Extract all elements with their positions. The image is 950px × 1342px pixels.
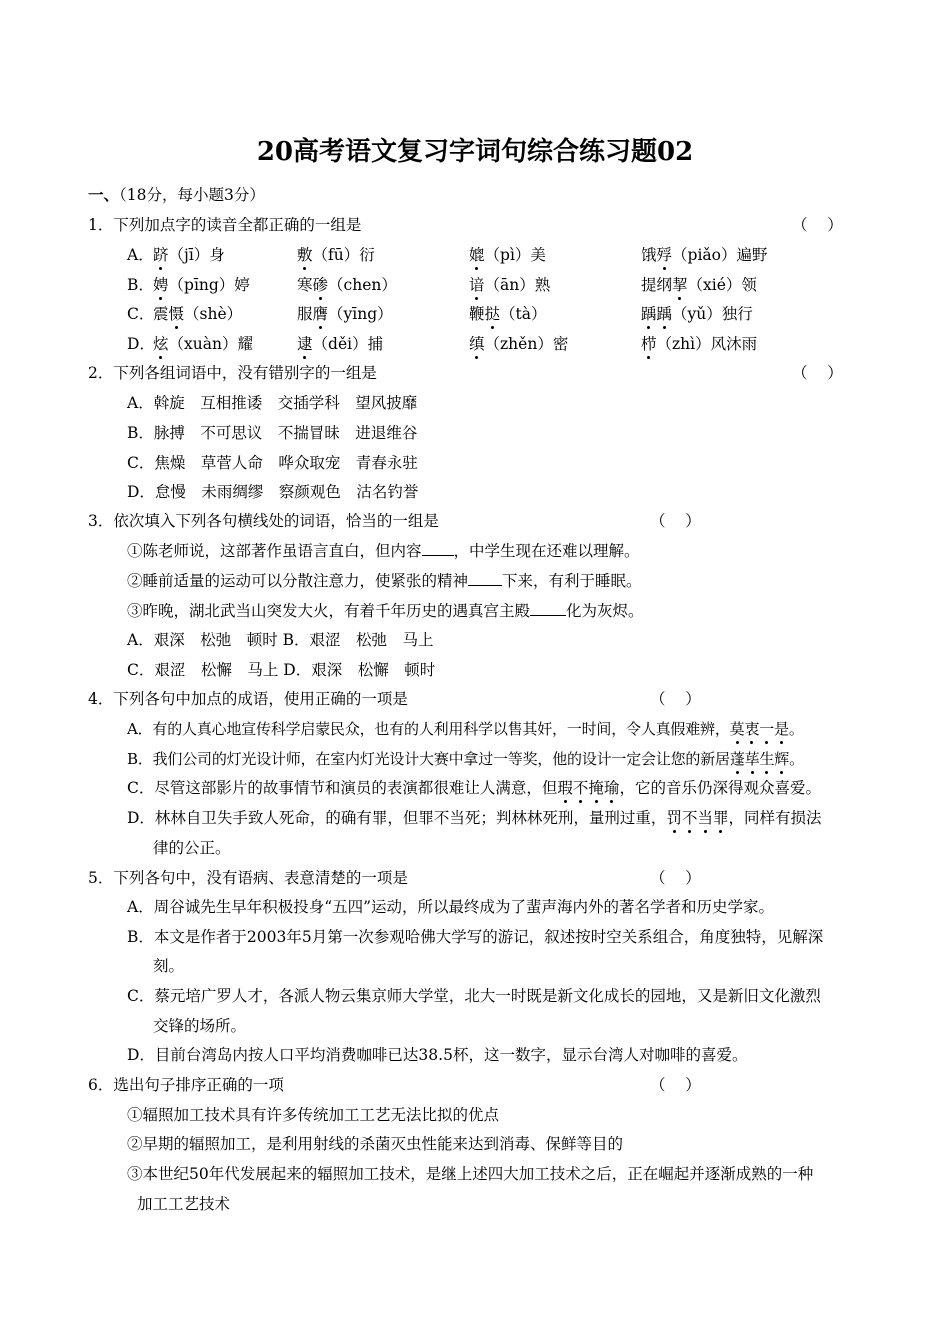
q1-word-item xyxy=(641,333,757,355)
q3-options-cd: C．艰涩 松懈 马上 D．艰深 松懈 顿时 xyxy=(127,661,436,679)
q4-option-a xyxy=(127,718,804,740)
q3-s1-before: ①陈老师说，这部著作虽语言直白，但内容 xyxy=(127,542,422,560)
q1-answer-paren: （ ） xyxy=(792,216,843,234)
dotted-char: 衷 xyxy=(744,720,760,738)
dotted-char: 生 xyxy=(759,750,775,768)
section-header xyxy=(88,184,265,206)
q1-option-label: C． xyxy=(127,305,155,323)
q3-s1-after: ，中学生现在还难以理解。 xyxy=(453,542,640,560)
dotted-char: 缜 xyxy=(469,335,485,353)
word-suffix: （pīng）婷 xyxy=(168,276,250,294)
q1-word-item xyxy=(641,274,757,296)
word-suffix: （tà） xyxy=(500,305,547,323)
dotted-char-group xyxy=(313,276,329,294)
word-suffix: （fū）衍 xyxy=(312,246,375,264)
q5-option-c: C．蔡元培广罗人才，各派人物云集京师大学堂，北大一时既是新文化成长的园地，又是新旧文化激烈 xyxy=(127,987,821,1005)
dotted-char: 栉 xyxy=(641,335,657,353)
dotted-char-group xyxy=(169,305,185,323)
dotted-char-group xyxy=(657,246,673,264)
q2-option-a: A．斡旋 互相推诿 交插学科 望风披靡 xyxy=(127,394,418,412)
section-label: 一、 xyxy=(88,185,120,204)
q1-word-item xyxy=(153,333,253,355)
q3-s2-after: 下来，有利于睡眠。 xyxy=(502,572,642,590)
dotted-char: 敷 xyxy=(297,246,313,264)
word-suffix: （pì）美 xyxy=(484,246,546,264)
fill-blank xyxy=(530,601,566,616)
dotted-char: 炫 xyxy=(153,335,169,353)
q4-a-text: A．有的人真心地宣传科学启蒙民众，也有的人利用科学以售其奸，一时间，令人真假难辨， xyxy=(127,720,730,738)
q6-answer-paren: （ ） xyxy=(650,1076,701,1094)
q5-option-b: B．本文是作者于2003年5月第一次参观哈佛大学写的游记，叙述按时空关系组合，角度独特，见解深 xyxy=(127,928,824,946)
fill-blank xyxy=(422,541,454,556)
dotted-char-group xyxy=(641,335,657,353)
q4-b-end: 。 xyxy=(789,750,804,768)
dotted-char-group xyxy=(641,305,672,323)
q1-option-row xyxy=(127,333,827,355)
word-suffix: （xuàn）耀 xyxy=(168,335,253,353)
q6-sentence-3-continued: 加工工艺技术 xyxy=(137,1195,231,1213)
q4-c-end: ，它的音乐仍深得观众喜爱。 xyxy=(619,779,821,797)
dotted-char: 瑜 xyxy=(603,779,620,797)
q1-option-row xyxy=(127,244,827,266)
q4-option-d-continued: 律的公正。 xyxy=(153,839,231,857)
q4-stem: 4．下列各句中加点的成语，使用正确的一项是 xyxy=(88,690,408,708)
word-suffix: （zhì）风沐雨 xyxy=(656,335,758,353)
q1-word-item xyxy=(469,244,546,266)
dotted-char-group xyxy=(469,246,485,264)
q4-d-end: ，同样有损法 xyxy=(728,809,822,827)
dotted-char: 挞 xyxy=(484,305,501,323)
q1-word-item xyxy=(297,274,397,296)
q1-option-row xyxy=(127,303,827,325)
dotted-char: 不 xyxy=(681,809,698,827)
q3-options-ab: A．艰深 松弛 顿时 B．艰涩 松弛 马上 xyxy=(127,631,434,649)
q6-sentence-3: ③本世纪50年代发展起来的辐照加工技术，是继上述四大加工技术之后，正在崛起并逐渐成熟的一种 xyxy=(127,1165,814,1183)
word-suffix: （xié）领 xyxy=(687,276,757,294)
word-prefix: 提纲 xyxy=(641,276,673,294)
q6-sentence-2: ②早期的辐照加工，是利用射线的杀菌灭虫性能来达到消毒、保鲜等目的 xyxy=(127,1135,624,1153)
q3-stem: 3．依次填入下列各句横线处的词语，恰当的一组是 xyxy=(88,512,439,530)
dotted-char-group xyxy=(153,276,169,294)
q1-word-item xyxy=(641,303,753,325)
q4-a-end: 。 xyxy=(788,720,804,738)
q4-a-idiom xyxy=(730,720,789,738)
word-suffix: （yǔ）独行 xyxy=(672,305,753,323)
word-suffix: （piǎo）遍野 xyxy=(672,246,768,264)
dotted-char: 掩 xyxy=(588,779,604,797)
q1-word-item xyxy=(297,303,393,325)
q3-sentence-1 xyxy=(127,540,640,562)
dotted-char: 瑕 xyxy=(557,779,573,797)
q1-word-item xyxy=(469,274,550,296)
word-prefix: 鞭 xyxy=(469,305,485,323)
dotted-char-group xyxy=(297,335,313,353)
q1-word-item xyxy=(469,333,568,355)
q1-option-label: A． xyxy=(127,246,154,264)
word-prefix: 服 xyxy=(297,305,313,323)
q3-s3-after: 化为灰烬。 xyxy=(566,602,644,620)
q1-word-item xyxy=(153,244,225,266)
dotted-char: 不 xyxy=(572,779,589,797)
dotted-char: 莫 xyxy=(729,720,745,738)
q4-d-idiom xyxy=(666,809,728,827)
dotted-char-group xyxy=(469,276,485,294)
page-title: 20高考语文复习字词句综合练习题02 xyxy=(256,137,694,167)
dotted-char: 辉 xyxy=(774,750,790,768)
dotted-char: 殍 xyxy=(656,246,673,264)
dotted-char: 荜 xyxy=(744,750,760,768)
dotted-char: 谙 xyxy=(469,276,485,294)
dotted-char: 蓬 xyxy=(729,750,745,768)
q1-word-item xyxy=(153,274,250,296)
dotted-char: 踽 xyxy=(641,305,657,323)
q2-stem: 2．下列各组词语中，没有错别字的一组是 xyxy=(88,364,377,382)
q1-word-item xyxy=(297,333,383,355)
word-suffix: （zhěn）密 xyxy=(484,335,569,353)
q4-d-text: D．林林自卫失手致人死命，的确有罪，但罪不当死；判林林死刑，量刑过重， xyxy=(127,809,667,827)
q1-word-item xyxy=(297,244,375,266)
word-suffix: （jī）身 xyxy=(168,246,225,264)
dotted-char: 碜 xyxy=(312,276,329,294)
dotted-char-group xyxy=(153,335,169,353)
dotted-char: 逮 xyxy=(297,335,313,353)
fill-blank xyxy=(468,571,502,586)
dotted-char: 踽 xyxy=(656,305,673,323)
q4-option-c xyxy=(127,777,821,799)
word-prefix: 寒 xyxy=(297,276,313,294)
q1-word-item xyxy=(469,303,547,325)
word-suffix: （chen） xyxy=(328,276,397,294)
q3-sentence-3 xyxy=(127,600,644,622)
q5-option-c-continued: 交锋的场所。 xyxy=(153,1017,247,1035)
dotted-char: 慑 xyxy=(168,305,185,323)
word-prefix: 饿 xyxy=(641,246,657,264)
dotted-char-group xyxy=(313,305,329,323)
dotted-char: 媲 xyxy=(469,246,485,264)
q3-answer-paren: （ ） xyxy=(650,512,701,530)
q5-answer-paren: （ ） xyxy=(650,869,701,887)
word-suffix: （ān）熟 xyxy=(484,276,551,294)
q4-option-b xyxy=(127,748,804,770)
dotted-char: 是 xyxy=(774,720,789,738)
q1-option-row xyxy=(127,274,827,296)
q4-b-idiom xyxy=(730,750,789,768)
dotted-char-group xyxy=(469,335,485,353)
q1-option-label: B． xyxy=(127,276,154,294)
word-suffix: （shè） xyxy=(184,305,243,323)
q3-s2-before: ②睡前适量的运动可以分散注意力，使紧张的精神 xyxy=(127,572,469,590)
q1-stem: 1．下列加点字的读音全都正确的一组是 xyxy=(88,216,362,234)
q5-option-a: A．周谷诚先生早年积极投身“五四”运动，所以最终成为了蜚声海内外的著名学者和历史学家。 xyxy=(127,898,775,916)
q4-c-text: C．尽管这部影片的故事情节和演员的表演都很难让人满意，但 xyxy=(127,779,558,797)
q3-s3-before: ③昨晚，湖北武当山突发大火，有着千年历史的遇真宫主殿 xyxy=(127,602,531,620)
q3-sentence-2 xyxy=(127,570,642,592)
dotted-char-group xyxy=(153,246,169,264)
section-note: （18分，每小题3分） xyxy=(119,186,265,204)
dotted-char: 一 xyxy=(759,720,775,738)
q1-word-item xyxy=(153,303,242,325)
q1-word-item xyxy=(641,244,767,266)
q2-option-c: C．焦燥 草菅人命 哗众取宠 青春永驻 xyxy=(127,454,418,472)
word-suffix: （yīng） xyxy=(328,305,393,323)
q1-option-label: D． xyxy=(127,335,155,353)
word-prefix: 震 xyxy=(153,305,169,323)
q4-answer-paren: （ ） xyxy=(650,690,701,708)
dotted-char-group xyxy=(672,276,688,294)
dotted-char: 挈 xyxy=(672,276,688,294)
dotted-char: 罪 xyxy=(712,809,729,827)
dotted-char: 当 xyxy=(697,809,713,827)
q4-option-d xyxy=(127,807,822,829)
word-suffix: （děi）捕 xyxy=(312,335,384,353)
q6-stem: 6．选出句子排序正确的一项 xyxy=(88,1076,284,1094)
dotted-char: 跻 xyxy=(153,246,169,264)
q4-c-idiom xyxy=(557,779,619,797)
q6-sentence-1: ①辐照加工技术具有许多传统加工工艺无法比拟的优点 xyxy=(127,1106,500,1124)
dotted-char: 娉 xyxy=(153,276,169,294)
dotted-char-group xyxy=(485,305,501,323)
dotted-char: 膺 xyxy=(312,305,329,323)
q2-option-b: B．脉搏 不可思议 不揣冒昧 进退维谷 xyxy=(127,424,418,442)
q2-option-d: D．怠慢 未雨绸缪 察颜观色 沽名钓誉 xyxy=(127,483,419,501)
q2-answer-paren: （ ） xyxy=(792,364,843,382)
q5-option-d: D．目前台湾岛内按人口平均消费咖啡已达38.5杯，这一数字，显示台湾人对咖啡的喜爱。 xyxy=(127,1046,748,1064)
q5-option-b-continued: 刻。 xyxy=(153,957,185,975)
dotted-char-group xyxy=(297,246,313,264)
q4-b-text: B．我们公司的灯光设计师，在室内灯光设计大赛中拿过一等奖，他的设计一定会让您的新居 xyxy=(127,750,730,768)
dotted-char: 罚 xyxy=(666,809,682,827)
q5-stem: 5．下列各句中，没有语病、表意清楚的一项是 xyxy=(88,869,408,887)
